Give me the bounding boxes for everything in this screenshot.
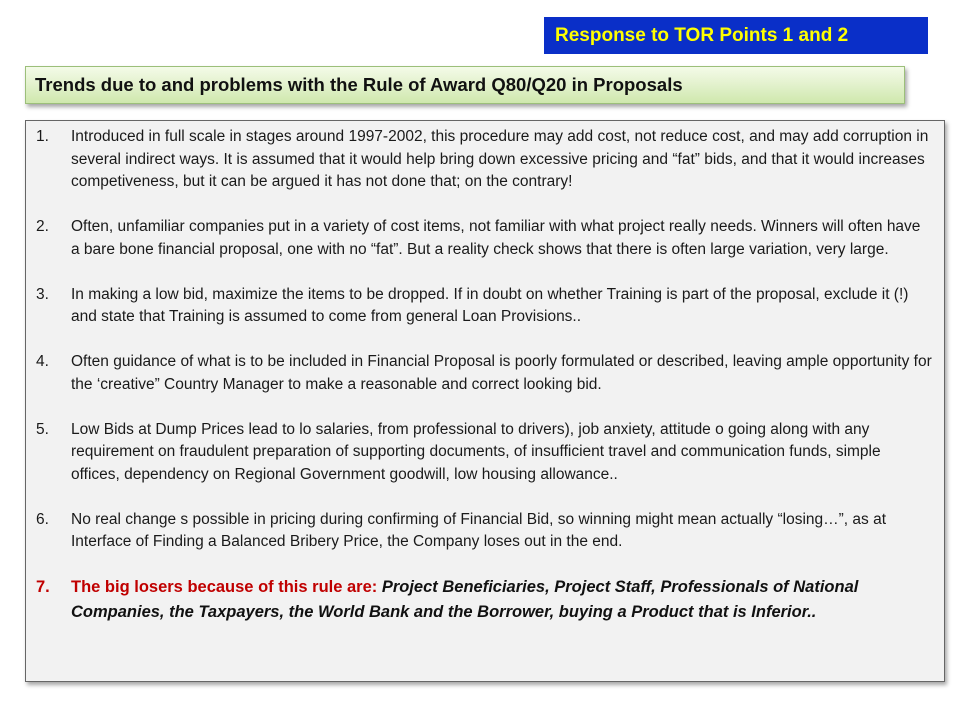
- list-item-number: 5.: [36, 420, 49, 438]
- list-item-text: Often guidance of what is to be included in Financial Proposal is poorly formulated or described, leaving ample opportunity for the ‘creative” Country Manager to make a reasonable and correct looking bid.: [71, 353, 932, 393]
- slide-title: Trends due to and problems with the Rule of Award Q80/Q20 in Proposals: [35, 74, 683, 95]
- tor-banner: [544, 17, 928, 54]
- slide-title-bar: [25, 66, 905, 104]
- list-item: [36, 509, 932, 554]
- list-item-number: 2.: [36, 218, 49, 235]
- conclusion-lead: The big losers because of this rule are:: [71, 578, 382, 596]
- list-item: [36, 419, 932, 487]
- list-item-number: 3.: [36, 285, 49, 303]
- conclusion-losers: Project Beneficiaries, Project Staff, Professionals of National Companies, the Taxpayers, the World Bank and the Borrower, buying a Product that is Inferior..: [71, 578, 859, 621]
- list-item: [36, 126, 932, 194]
- list-item-number: 1.: [36, 128, 49, 145]
- list-item-text: In making a low bid, maximize the items to be dropped. If in doubt on whether Training is part of the proposal, exclude it (!) and state that Training is assumed to come from general Loan Provisions..: [71, 285, 909, 325]
- list-item: [36, 284, 932, 329]
- conclusion-text: [71, 575, 932, 625]
- list-item: [36, 216, 932, 261]
- list-item-number: 6.: [36, 510, 49, 528]
- tor-banner-text: Response to TOR Points 1 and 2: [555, 24, 849, 46]
- list-item-conclusion: [36, 575, 932, 625]
- list-item-text: No real change s possible in pricing during confirming of Financial Bid, so winning might mean actually “losing…”, as at Interface of Finding a Balanced Bribery Price, the Company loses out in the end.: [71, 510, 887, 550]
- list-item-number: 4.: [36, 353, 49, 370]
- list-item-text: Introduced in full scale in stages around 1997-2002, this procedure may add cost, not reduce cost, and may add corruption in several indirect ways. It is assumed that it would help bring down excessive pricing and “fat” bids, and that it would increases competiveness, but it can be argued it has not done that; on the contrary!: [71, 128, 929, 190]
- list-item-text: Often, unfamiliar companies put in a variety of cost items, not familiar with what project really needs. Winners will often have a bare bone financial proposal, one with no “fat”. But a reality check shows that there is often large variation, very large.: [71, 218, 921, 258]
- list-item-number: 7.: [36, 578, 50, 596]
- list-item-text: Low Bids at Dump Prices lead to lo salaries, from professional to drivers), job anxiety, attitude o going along with any requirement on fraudulent preparation of supporting documents, of insufficient travel and communication funds, simple offices, dependency on Regional Government goodwill, low housing allowance..: [71, 420, 881, 483]
- content-box: [25, 120, 945, 682]
- list-item: [36, 351, 932, 396]
